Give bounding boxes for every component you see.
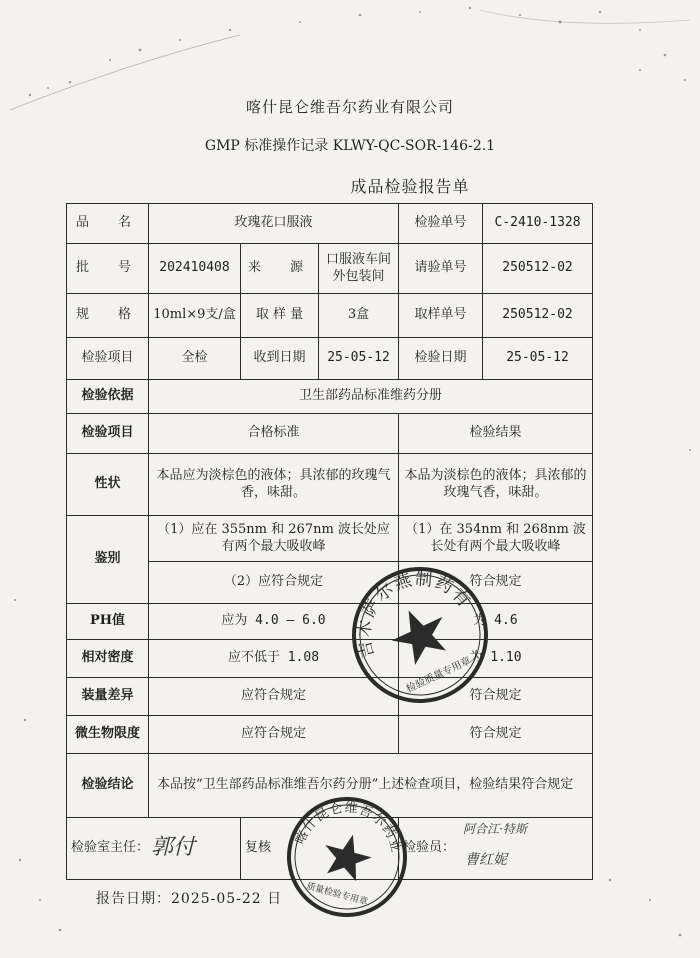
inspector-signature-1: 阿合江·特斯 [463, 822, 527, 836]
spec-value: 10ml×9支/盒 [149, 294, 241, 338]
inspector-label: 检验员： [403, 840, 456, 856]
lab-director-label: 检验室主任： [71, 840, 150, 856]
test-date-label: 检验日期 [399, 338, 483, 380]
basis-value: 卫生部药品标准维药分册 [149, 380, 593, 414]
identification-result-2: 符合规定 [399, 562, 593, 604]
svg-text:质量检验专用章: 质量检验专用章 [305, 881, 369, 908]
received-date-label: 收到日期 [241, 338, 319, 380]
reviewer-label: 复核 [245, 840, 272, 856]
conclusion-label: 检验结论 [67, 754, 149, 818]
ph-label: PH值 [67, 604, 149, 640]
column-item-header: 检验项目 [67, 414, 149, 454]
request-no-value: 250512-02 [483, 244, 593, 294]
product-name-label: 品 名 [67, 204, 149, 244]
product-name-value: 玫瑰花口服液 [149, 204, 399, 244]
fill-variance-result: 符合规定 [399, 678, 593, 716]
sample-qty-label: 取 样 量 [241, 294, 319, 338]
inspection-no-value: C-2410-1328 [483, 204, 593, 244]
sampling-no-value: 250512-02 [483, 294, 593, 338]
test-item-value: 全检 [149, 338, 241, 380]
svg-text:喀什昆仑维吾尔药业: 喀什昆仑维吾尔药业 [292, 800, 404, 855]
inspection-report-table [66, 203, 593, 880]
batch-label: 批 号 [67, 244, 149, 294]
quality-seal-stamp [345, 560, 495, 710]
inspection-no-label: 检验单号 [399, 204, 483, 244]
batch-value: 202410408 [149, 244, 241, 294]
lab-director-signature: 郭付 [151, 835, 196, 860]
fill-variance-label: 装量差异 [67, 678, 149, 716]
svg-text:检验质量专用章: 检验质量专用章 [404, 655, 473, 696]
identification-standard-2: （2）应符合规定 [149, 562, 399, 604]
request-no-label: 请验单号 [399, 244, 483, 294]
test-date-value: 25-05-12 [483, 338, 593, 380]
microbial-result: 符合规定 [399, 716, 593, 754]
appearance-result: 本品为淡棕色的液体；具浓郁的玫瑰气香，味甜。 [399, 454, 593, 516]
gmp-record-code: GMP 标准操作记录 KLWY-QC-SOR-146-2.1 [204, 138, 496, 154]
appearance-label: 性状 [67, 454, 149, 516]
sampling-no-label: 取样单号 [399, 294, 483, 338]
fill-variance-standard: 应符合规定 [149, 678, 399, 716]
ph-result: 为 4.6 [399, 604, 593, 640]
density-standard: 应不低于 1.08 [149, 640, 399, 678]
lab-director-cell [67, 818, 241, 880]
ph-standard: 应为 4.0 — 6.0 [149, 604, 399, 640]
column-result-header: 检验结果 [399, 414, 593, 454]
microbial-standard: 应符合规定 [149, 716, 399, 754]
identification-label: 鉴别 [67, 516, 149, 604]
svg-text:吉木萨尔燕制药有限公司: 吉木萨尔燕制药有限公司 [354, 569, 476, 661]
company-name: 喀什昆仑维吾尔药业有限公司 [245, 98, 454, 116]
conclusion-text: 本品按“卫生部药品标准维吾尔药分册”上述检查项目，检验结果符合规定 [149, 754, 593, 818]
sample-qty-value: 3盒 [319, 294, 399, 338]
basis-label: 检验依据 [67, 380, 149, 414]
received-date-value: 25-05-12 [319, 338, 399, 380]
test-item-label: 检验项目 [67, 338, 149, 380]
density-result: 为 1.10 [399, 640, 593, 678]
inspector-signature-2: 曹红妮 [465, 852, 508, 868]
density-label: 相对密度 [67, 640, 149, 678]
identification-result-1: （1）在 354nm 和 268nm 波长处有两个最大吸收峰 [399, 516, 593, 562]
identification-standard-1: （1）应在 355nm 和 267nm 波长处应有两个最大吸收峰 [149, 516, 399, 562]
column-standard-header: 合格标准 [149, 414, 399, 454]
spec-label: 规 格 [67, 294, 149, 338]
report-title: 成品检验报告单 [350, 177, 470, 196]
appearance-standard: 本品应为淡棕色的液体；具浓郁的玫瑰气香，味甜。 [149, 454, 399, 516]
inspector-cell [399, 818, 593, 880]
source-label: 来 源 [241, 244, 319, 294]
microbial-label: 微生物限度 [67, 716, 149, 754]
inspection-seal-stamp [282, 792, 412, 922]
source-value: 口服液车间外包装间 [319, 244, 399, 294]
report-date: 报告日期：2025-05-22 日 [96, 891, 283, 907]
